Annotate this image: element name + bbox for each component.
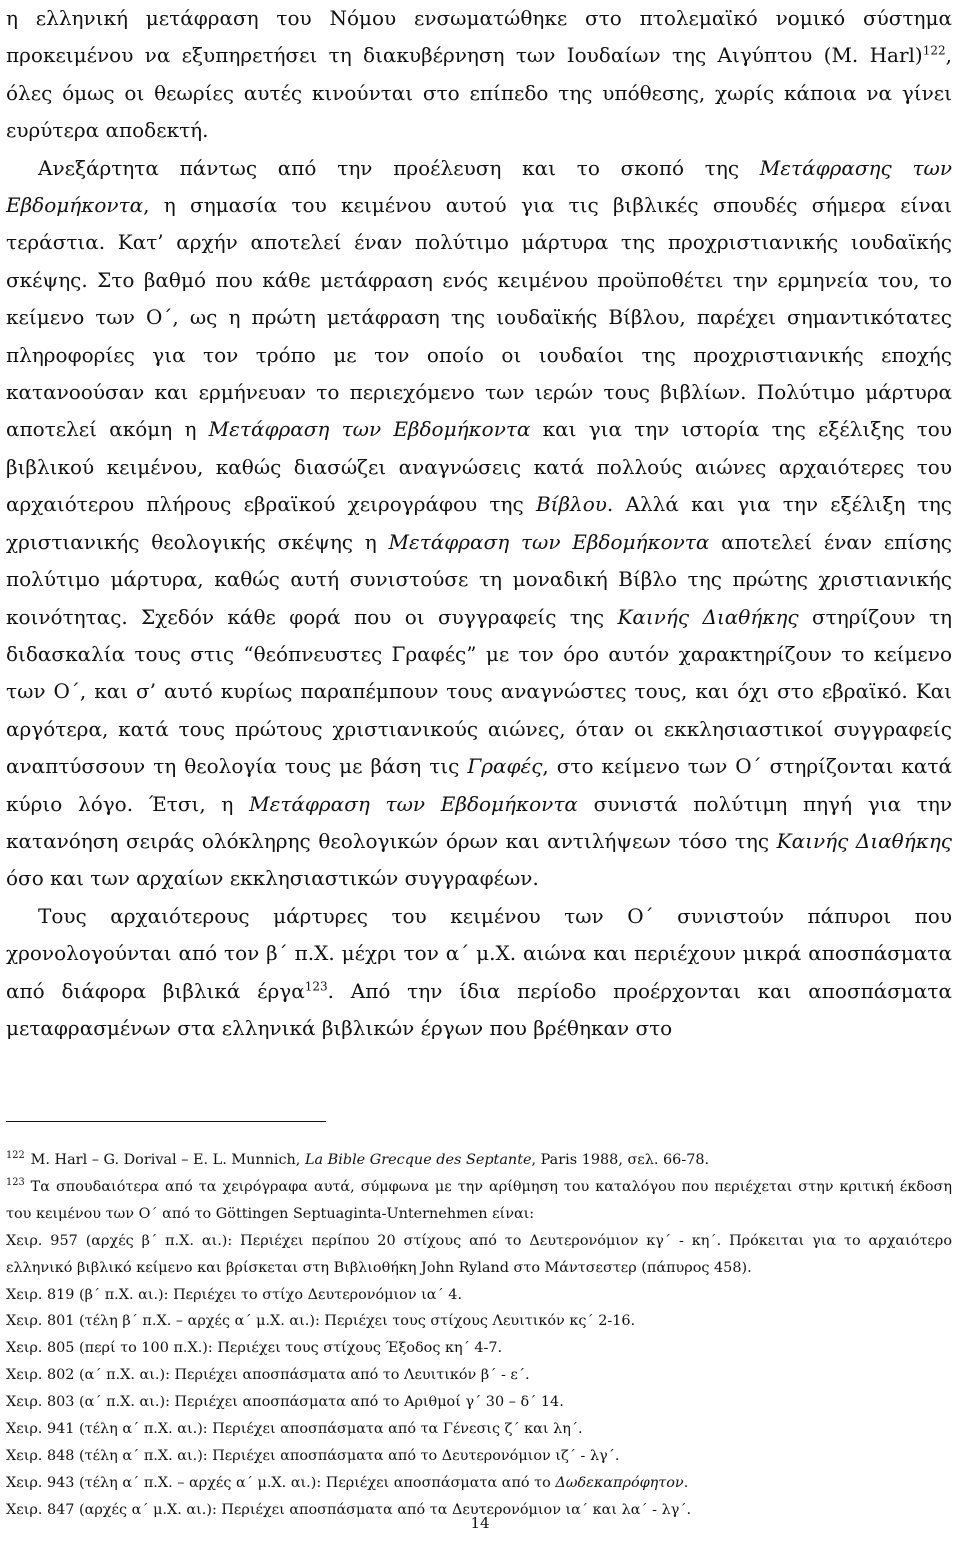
- text-run: αποτελεί έναν επίσης πολύτιμο μάρτυρα, καθώς αυτή συνιστούσε τη μοναδική Βίβλο της πρώτης χριστιανικής κοινότητας. Σχεδόν κάθε φορά που οι συγγραφείς της: [6, 529, 952, 629]
- text-run: M. Harl – G. Dorival – E. L. Munnich,: [30, 1152, 305, 1168]
- footnote: [6, 1443, 952, 1470]
- italic-text: Μετάφραση των Εβδομήκοντα: [388, 529, 710, 554]
- italic-text: Μετάφραση των Εβδομήκοντα: [249, 791, 578, 816]
- text-run: , Paris 1988, σελ. 66-78.: [531, 1152, 710, 1168]
- text-run: Τους αρχαιότερους μάρτυρες του κειμένου των Ο΄ συνιστούν πάπυροι που χρονολογούνται από τον β΄ π.Χ. μέχρι τον α΄ μ.Χ. αιώνα και περιέχουν μικρά αποσπάσματα από διάφορα βιβλικά έργα: [6, 903, 952, 1003]
- text-run: Χειρ. 847 (αρχές α΄ μ.Χ. αι.): Περιέχει αποσπάσματα από τα Δευτερονόμιον ια΄ και λα΄ - λγ΄.: [6, 1501, 692, 1518]
- text-run: Χειρ. 941 (τέλη α΄ π.Χ. αι.): Περιέχει αποσπάσματα από τα Γένεσις ζ΄ και λη΄.: [6, 1421, 583, 1438]
- text-run: .: [683, 1474, 689, 1491]
- text-run: , η σημασία του κειμένου αυτού για τις βιβλικές σπουδές σήμερα είναι τεράστια. Κατ’ αρχήν αποτελεί έναν πολύτιμο μάρτυρα της προχριστιανικής ιουδαϊκής σκέψης. Στο βαθμό που κάθε μετάφραση ενός κειμένου προϋποθέτει την ερμηνεία του, το κείμενο των Ο΄, ως η πρώτη μετάφραση της ιουδαϊκής Βίβλου, παρέχει σημαντικότατες πληροφορίες για τον τρόπο με τον οποίο οι ιουδαίοι της προχριστιανικής εποχής κατανοούσαν και ερμήνευαν το περιεχόμενο των ιερών τους βιβλίων. Πολύτιμο μάρτυρα αποτελεί ακόμη η: [6, 193, 952, 442]
- text-run: Χειρ. 957 (αρχές β΄ π.Χ. αι.): Περιέχει περίπου 20 στίχους από το Δευτερονόμιον κγ΄ - κη΄. Πρόκειται για το αρχαιότερο ελληνικό βιβλικό κείμενο και βρίσκεται στη Βιβλιοθήκη John Ryland στο Μάντσεστερ (πάπυρος 458).: [6, 1232, 952, 1276]
- text-run: Ανεξάρτητα πάντως από την προέλευση και το σκοπό της: [38, 155, 760, 180]
- footnote: [6, 1335, 952, 1362]
- italic-text: Βίβλου: [535, 492, 607, 517]
- text-run: Χειρ. 802 (α΄ π.Χ. αι.): Περιέχει αποσπάσματα από το Λευιτικόν β΄ - ε΄.: [6, 1367, 530, 1384]
- text-run: η ελληνική μετάφραση του Νόμου ενσωματώθηκε στο πτολεμαϊκό νομικό σύστημα προκειμένου να εξυπηρετήσει τη διακυβέρνηση των Ιουδαίων της Αιγύπτου (M. Harl): [6, 6, 952, 68]
- italic-text: Καινής Διαθήκης: [776, 828, 953, 853]
- footnote: [6, 1470, 952, 1497]
- page-body: [6, 0, 952, 1047]
- footnote: [6, 1282, 952, 1309]
- italic-text: Καινής Διαθήκης: [617, 604, 799, 629]
- italic-text: Μετάφραση των Εβδομήκοντα: [208, 417, 531, 442]
- footnotes: [6, 1147, 952, 1524]
- text-run: Χειρ. 801 (τέλη β΄ π.Χ. – αρχές α΄ μ.Χ. αι.): Περιέχει τους στίχους Λευιτικόν κς΄ 2-16.: [6, 1313, 636, 1330]
- text-run: Χειρ. 803 (α΄ π.Χ. αι.): Περιέχει αποσπάσματα από το Αριθμοί γ΄ 30 – δ΄ 14.: [6, 1394, 564, 1411]
- italic-text: La Bible Grecque des Septante: [304, 1152, 532, 1168]
- main-text: [6, 0, 952, 1047]
- italic-text: Γραφές: [467, 754, 543, 779]
- footnote-reference: 123: [304, 978, 328, 993]
- text-run: όσο και των αρχαίων εκκλησιαστικών συγγραφέων.: [6, 866, 539, 891]
- footnote: [6, 1389, 952, 1416]
- footnote: [6, 1174, 952, 1228]
- text-run: , όλες όμως οι θεωρίες αυτές κινούνται στο επίπεδο της υπόθεσης, χωρίς κάποια να γίνει ευρύτερα αποδεκτή.: [6, 43, 952, 143]
- text-run: . Από την ίδια περίοδο προέρχονται και αποσπάσματα μεταφρασμένων στα ελληνικά βιβλικών έργων που βρέθηκαν στο: [6, 978, 953, 1040]
- text-run: Τα σπουδαιότερα από τα χειρόγραφα αυτά, σύμφωνα με την αρίθμηση του καταλόγου που περιέχεται στην κριτική έκδοση του κειμένου των Ο΄ από το Göttingen Septuaginta-Unternehmen είναι:: [6, 1178, 952, 1222]
- footnote-reference: 122: [922, 43, 946, 58]
- text-run: Χειρ. 819 (β΄ π.Χ. αι.): Περιέχει το στίχο Δευτερονόμιον ια΄ 4.: [6, 1286, 463, 1303]
- text-run: και για την ιστορία της εξέλιξης του βιβλικού κειμένου, καθώς διασώζει αναγνώσεις κατά πολλούς αιώνες αρχαιότερες του αρχαιότερου πλήρους εβραϊκού χειρογράφου της: [6, 417, 952, 517]
- text-run: στηρίζουν τη διδασκαλία τους στις “θεόπνευστες Γραφές” με τον όρο αυτόν χαρακτηρίζουν το κείμενο των Ο΄, και σ’ αυτό κυρίως παραπέμπουν τους αναγνώστες τους, και όχι στο εβραϊκό. Και αργότερα, κατά τους πρώτους χριστιανικούς αιώνες, όταν οι εκκλησιαστικοί συγγραφείς αναπτύσσουν τη θεολογία τους με βάση τις: [6, 604, 952, 779]
- paragraph: [6, 0, 952, 150]
- text-run: Χειρ. 805 (περί το 100 π.Χ.): Περιέχει τους στίχους Έξοδος κη΄ 4-7.: [6, 1340, 503, 1357]
- page-number: 14: [470, 1514, 490, 1532]
- text-run: συνιστά πολύτιμη πηγή για την κατανόηση σειράς ολόκληρης θεολογικών όρων και αντιλήψεων τόσο της: [6, 791, 952, 853]
- footnote-separator: [6, 1121, 326, 1122]
- paragraph: [6, 898, 952, 1048]
- paragraph: [6, 150, 952, 898]
- footnote: [6, 1228, 952, 1282]
- footnote: [6, 1416, 952, 1443]
- text-run: , στο κείμενο των Ο΄ στηρίζονται κατά κύριο λόγο. Έτσι, η: [6, 754, 952, 816]
- italic-text: Δωδεκαπρόφητον: [555, 1474, 684, 1491]
- footnote: [6, 1308, 952, 1335]
- text-run: . Αλλά και για την εξέλιξη της χριστιανικής θεολογικής σκέψης η: [6, 492, 952, 554]
- footnote: [6, 1362, 952, 1389]
- footnote-number: 123: [6, 1177, 25, 1189]
- text-run: Χειρ. 848 (τέλη α΄ π.Χ. αι.): Περιέχει αποσπάσματα από το Δευτερονόμιον ιζ΄ - λγ΄.: [6, 1447, 620, 1464]
- text-run: Χειρ. 943 (τέλη α΄ π.Χ. – αρχές α΄ μ.Χ. αι.): Περιέχει αποσπάσματα από το: [6, 1474, 556, 1491]
- footnote: [6, 1147, 952, 1174]
- footnote-number: 122: [6, 1150, 25, 1162]
- italic-text: Μετάφρασης των Εβδομήκοντα: [6, 155, 952, 218]
